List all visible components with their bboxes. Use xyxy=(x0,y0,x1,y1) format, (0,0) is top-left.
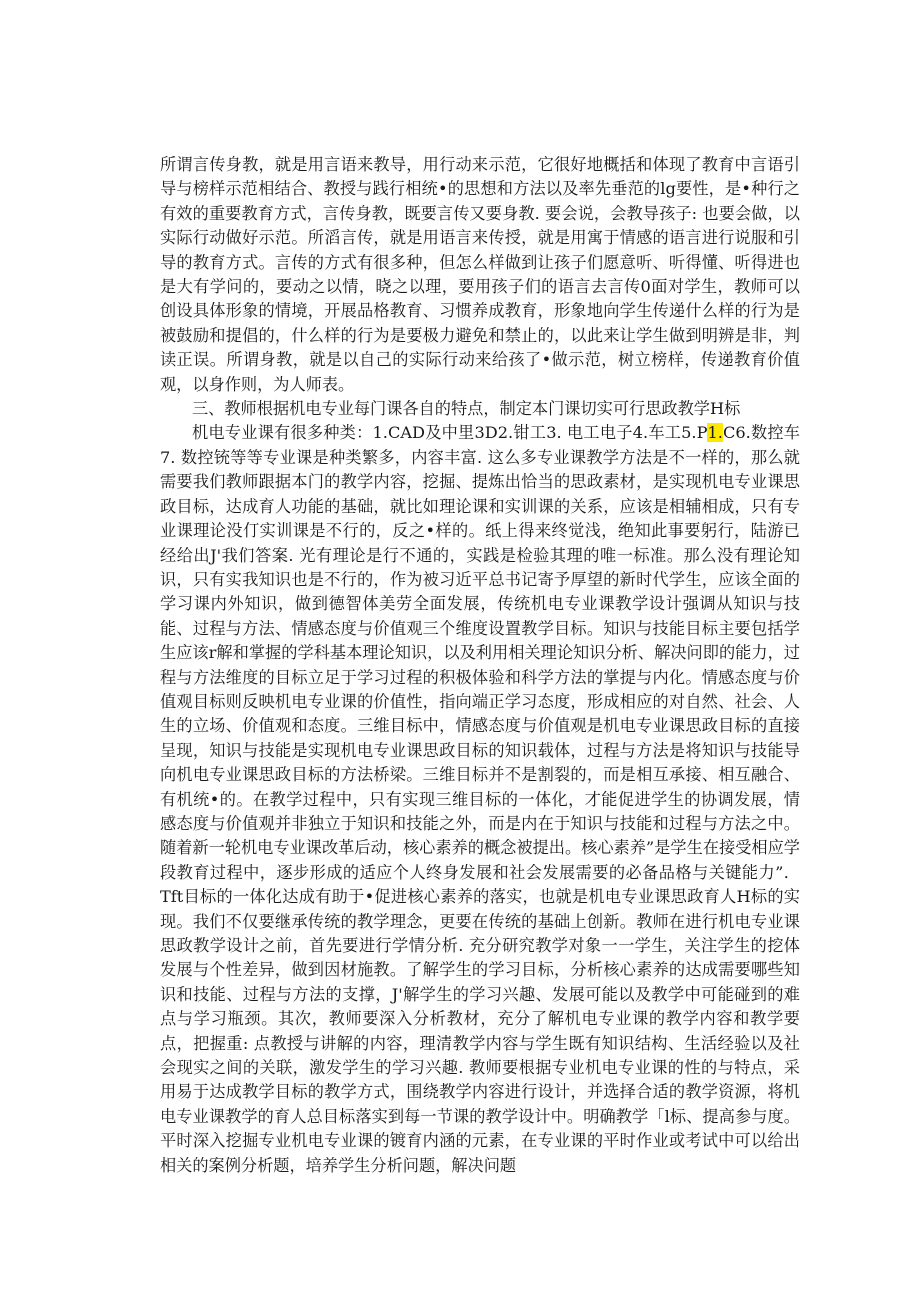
paragraph-yanchuan-shenjiao: 所谓言传身教，就是用言语来教导，用行动来示范，它很好地概括和体现了教育中言语引导与榜样示范相结合、教授与践行相统•的思想和方法以及率先垂范的lg要性，是•种行之有效的重要教育方式，言传身教，既要言传又要身教. 要会说，会教导孩子: 也要会做，以实际行动做好示范。所滔言传，就是用语言来传授，就是用寓于情感的语言进行说服和引导的教育方式。言传的方式有很多种，但怎么样做到让孩子们愿意听、听得懂、听得进也是大有学问的，要动之以情，晓之以理，要用孩子们的语言去言传0面对学生，教师可以创设具体形象的情境，开展品格教育、习惯养成教育，形象地向学生传递什么样的行为是被鼓励和提倡的，什么样的行为是要极力避免和禁止的，以此来让学生做到明辨是非，判读正误。所谓身教，就是以自己的实际行动来给孩了•做示范，树立榜样，传递教育价值观，以身作则，为人师表。 xyxy=(160,155,800,394)
highlighted-text: 1. xyxy=(707,423,723,443)
section-heading-three: 三、教师根据机电专业每门课各自的特点，制定本门课切实可行思政教学H标 xyxy=(192,399,741,419)
paragraph-text-end: C6.数控车7. 数控铳等等专业课是种类繁多，内容丰富. 这么多专业课教学方法是不一样的，那么就需要我们教师跟据本门的教学内容，挖掘、提炼出恰当的思政素材，是实现机电专业课思政目标，达成育人功能的基础，就比如理论课和实训课的关系，应该是相辅相成，只有专业课理论没仃实训课是不行的，反之•样的。纸上得来终觉浅，绝知此事要躬行，陆游已经给出J'我们答案. 光有理论是行不通的，实践是检验其理的唯一标准。那么没有理论知识，只有实我知识也是不行的，作为被习近平总书记寄予厚望的新时代学生，应该全面的学习课内外知识，做到德智体美劳全面发展，传统机电专业课教学设计强调从知识与技能、过程与方法、情感态度与价值观三个维度设置教学目标。知识与技能目标主要包括学生应该r解和掌握的学科基本理论知识，以及利用相关理论知识分析、解决问即的能力，过程与方法维度的目标立足于学习过程的积极体验和科学方法的掌提与内化。情感态度与价值观目标则反映机电专业课的价值性，指向端正学习态度，形成相应的对自然、社会、人生的立场、价值观和态度。三维目标中，情感态度与价值观是机电专业课思政目标的直接呈现，知识与技能是实现机电专业课思政目标的知识载体，过程与方法是将知识与技能导向机电专业课思政目标的方法桥梁。三维目标并不是割裂的，而是相互承接、相互融合、有机统•的。在教学过程中，只有实现三维目标的一体化，才能促进学生的协调发展，情感态度与价值观并非独立于知识和技能之外，而是内在于知识与技能和过程与方法之中。随着新一轮机电专业课改革后动，核心素养的概念被提出。核心素养”是学生在接受相应学段教育过程中，逐步形成的适应个人终身发展和社会发展需要的必备品格与关键能力”．Tft目标的一体化达成有助于•促进核心素养的落实，也就是机电专业课思政育人H标的实现。我们不仅要继承传统的教学理念，更要在传统的基础上创新。教师在进行机电专业课思政教学设计之前，首先要进行学情分析. 充分研究教学对象一一学生，关注学生的挖体发展与个性差异，做到因材施教。了解学生的学习目标，分析核心素养的达成需要哪些知识和技能、过程与方法的支撑，J'解学生的学习兴趣、发展可能以及教学中可能碰到的难点与学习瓶颈。其次，教师要深入分析教材，充分了解机电专业课的教学内容和教学要点，把握重: 点教授与讲解的内容，理清教学内容与学生既有知识结构、生活经验以及社会现实之间的关联，激发学生的学习兴趣. 教师要根据专业机电专业课的性的与特点，采用易于达成教学目标的教学方式，围绕教学内容进行设计，并选择合适的教学资源，将机电专业课教学的育人总目标落实到每一节课的教学设计中。明确教学「l标、提高参与度。平时深入挖掘专业机电专业课的镀育内涵的元素，在专业课的平时作业或考试中可以给出相关的案例分析题，培养学生分析问题，解决问题 xyxy=(160,423,800,1175)
paragraph-text-start: 机电专业课有很多种类：1.CAD及中里3D2.钳工3. 电工电子4.车工5.P xyxy=(192,423,708,443)
paragraph-course-types xyxy=(160,421,800,1178)
body-text xyxy=(160,153,800,1178)
